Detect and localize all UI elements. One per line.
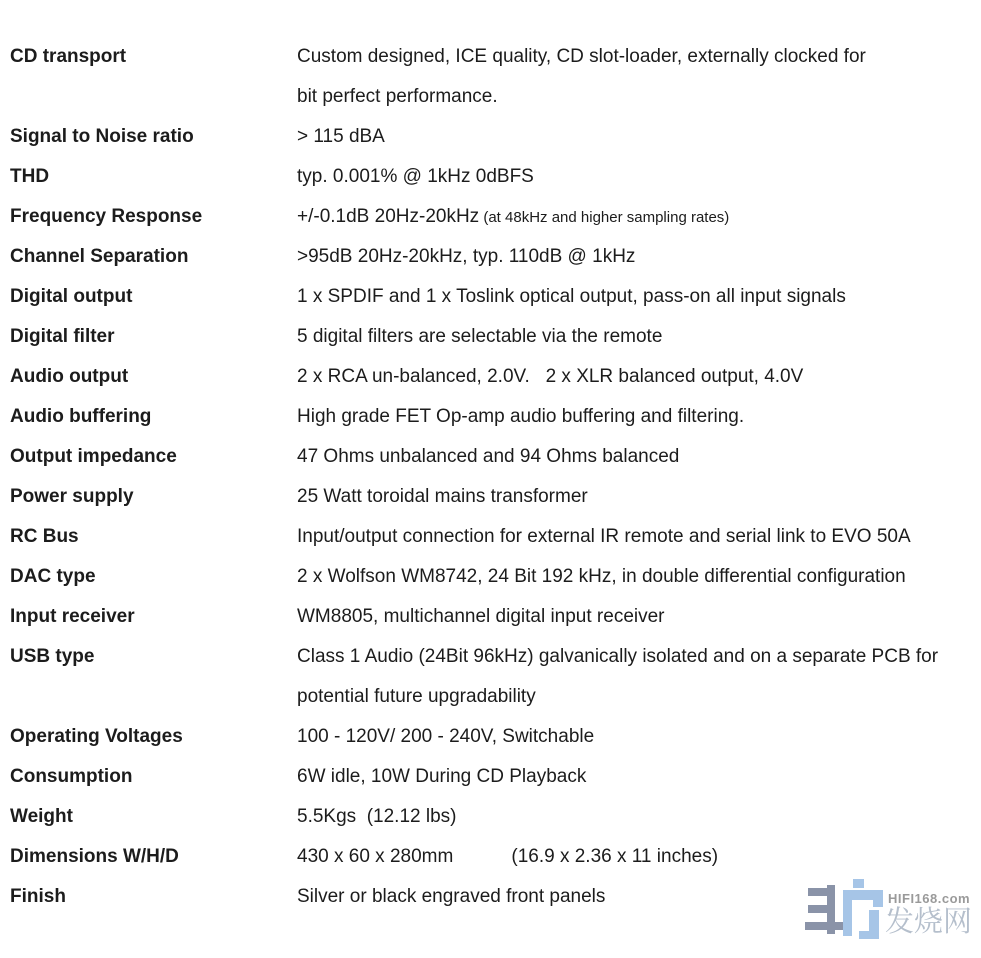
spec-label: Consumption [10,766,133,787]
spec-value-text: 6W idle, 10W During CD Playback [297,766,587,787]
spec-label: Digital output [10,286,133,307]
spec-value-text: WM8805, multichannel digital input receiver [297,606,665,627]
hifi168-logo-icon [803,876,885,958]
spec-value-text: typ. 0.001% @ 1kHz 0dBFS [297,166,534,187]
spec-label: Audio output [10,366,129,387]
spec-value-line [297,677,970,717]
spec-value-line [297,277,970,317]
spec-label: Digital filter [10,326,115,347]
spec-value-line [297,77,970,117]
spec-label: CD transport [10,46,127,67]
spec-label: Input receiver [10,606,135,627]
spec-value [297,397,970,437]
spec-value-line [297,597,970,637]
spec-value-text: High grade FET Op-amp audio buffering and filtering. [297,406,745,427]
spec-row [10,37,970,117]
spec-row [10,277,970,317]
spec-label: Operating Voltages [10,726,183,747]
spec-row [10,717,970,757]
spec-label: Power supply [10,486,134,507]
spec-label: Audio buffering [10,406,152,427]
spec-table [10,37,970,917]
spec-row [10,557,970,597]
spec-value [297,37,970,117]
spec-value-line [297,317,970,357]
spec-value [297,197,970,237]
spec-value [297,437,970,477]
spec-row [10,157,970,197]
spec-value-text: +/-0.1dB 20Hz-20kHz [297,206,480,227]
spec-value-text: Class 1 Audio (24Bit 96kHz) galvanically isolated and on a separate PCB for [297,646,939,667]
spec-label: Dimensions W/H/D [10,846,179,867]
spec-value-line [297,797,970,837]
spec-value [297,357,970,397]
spec-value-text: 2 x Wolfson WM8742, 24 Bit 192 kHz, in double differential configuration [297,566,906,587]
spec-row [10,637,970,717]
spec-row [10,757,970,797]
spec-label: USB type [10,646,95,667]
spec-row [10,237,970,277]
spec-row [10,117,970,157]
spec-value-text: 5.5Kgs (12.12 lbs) [297,806,457,827]
watermark-site-url: HIFI168.com [888,891,971,906]
spec-value [297,637,970,717]
spec-value-line [297,717,970,757]
spec-value-line [297,477,970,517]
spec-value-line [297,437,970,477]
spec-value [297,757,970,797]
spec-label: Weight [10,806,73,827]
spec-value [297,557,970,597]
spec-value-line [297,557,970,597]
spec-value-text: Custom designed, ICE quality, CD slot-loader, externally clocked for [297,46,866,67]
spec-row [10,597,970,637]
spec-value [297,317,970,357]
spec-value-line [297,37,970,77]
spec-value [297,237,970,277]
spec-value [297,117,970,157]
spec-value-line [297,197,970,237]
spec-label: Finish [10,886,66,907]
spec-label: RC Bus [10,526,79,547]
spec-value-line [297,237,970,277]
spec-value-text: 5 digital filters are selectable via the remote [297,326,663,347]
spec-value-text: 2 x RCA un-balanced, 2.0V. 2 x XLR balanced output, 4.0V [297,366,804,387]
spec-value [297,597,970,637]
spec-value-text: 1 x SPDIF and 1 x Toslink optical output, pass-on all input signals [297,286,846,307]
spec-value [297,717,970,757]
spec-value [297,517,970,557]
spec-value-line [297,117,970,157]
spec-value-line [297,517,970,557]
spec-row [10,397,970,437]
spec-value-line [297,757,970,797]
spec-value-text: bit perfect performance. [297,86,498,107]
spec-value [297,797,970,837]
spec-label: Frequency Response [10,206,203,227]
spec-value-text: Silver or black engraved front panels [297,886,606,907]
spec-value-text: 430 x 60 x 280mm (16.9 x 2.36 x 11 inches) [297,846,719,867]
spec-label: Output impedance [10,446,177,467]
spec-row [10,477,970,517]
spec-value-text: > 115 dBA [297,126,385,147]
spec-value-text: 100 - 120V/ 200 - 240V, Switchable [297,726,595,747]
spec-label: Channel Separation [10,246,189,267]
spec-row [10,797,970,837]
spec-value-text: Input/output connection for external IR remote and serial link to EVO 50A [297,526,911,547]
spec-value-line [297,637,970,677]
hifi168-watermark [795,858,981,951]
spec-value-text: 47 Ohms unbalanced and 94 Ohms balanced [297,446,680,467]
spec-row [10,197,970,237]
spec-value-line [297,157,970,197]
spec-value-text: potential future upgradability [297,686,536,707]
spec-row [10,317,970,357]
spec-row [10,357,970,397]
spec-label: THD [10,166,50,187]
spec-value-text: >95dB 20Hz-20kHz, typ. 110dB @ 1kHz [297,246,636,267]
spec-label: DAC type [10,566,96,587]
spec-row [10,437,970,477]
spec-row [10,517,970,557]
spec-label: Signal to Noise ratio [10,126,194,147]
spec-value-line [297,357,970,397]
spec-value [297,277,970,317]
spec-value-note: (at 48kHz and higher sampling rates) [479,209,730,226]
spec-value [297,477,970,517]
spec-value [297,157,970,197]
spec-value-line [297,397,970,437]
watermark-site-name: 发烧网 [885,904,973,938]
spec-value-text: 25 Watt toroidal mains transformer [297,486,588,507]
